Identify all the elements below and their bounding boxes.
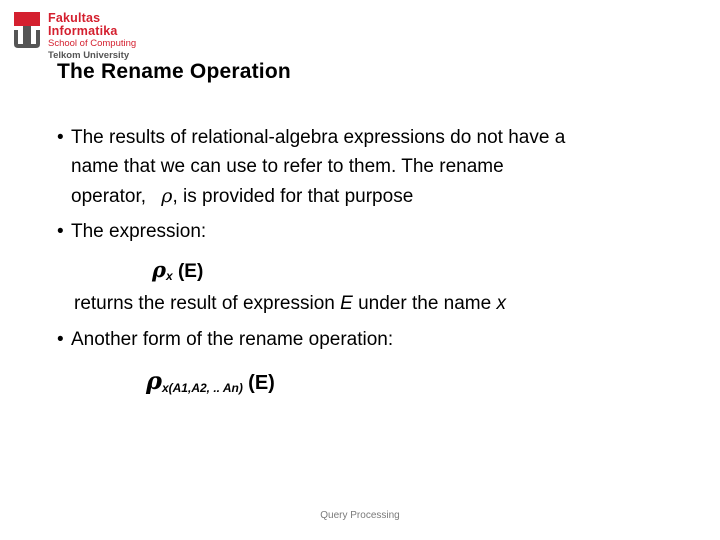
bullet-1-text-3a: operator, <box>71 186 146 207</box>
expr2-argument: (E) <box>248 372 275 394</box>
expr2-subscript: x(A1,A2, .. An) <box>161 381 243 395</box>
logo-faculty-name: Fakultas Informatika <box>48 11 118 38</box>
bullet-1-text-2: name that we can use to refer to them. The rename <box>71 156 504 177</box>
bullet-3 <box>57 329 393 352</box>
rename-expression-2 <box>146 367 275 396</box>
bullet-glyph: • <box>57 221 64 242</box>
returns-line <box>74 293 506 316</box>
rho-symbol-inline: ρ <box>161 185 173 207</box>
returns-E: E <box>340 293 353 314</box>
rho-symbol: ρ <box>152 257 166 282</box>
bullet-glyph: • <box>57 127 64 148</box>
slide-title: The Rename Operation <box>57 60 291 83</box>
bullet-1-line-2 <box>71 156 504 179</box>
bullet-glyph: • <box>57 329 64 350</box>
bullet-3-text: Another form of the rename operation: <box>71 329 394 350</box>
logo-school-name: School of Computing <box>48 38 137 49</box>
bullet-1-text-3b: , is provided for that purpose <box>172 186 414 207</box>
rho-symbol: ρ <box>146 366 162 395</box>
bullet-1-line-3 <box>71 185 413 209</box>
bullet-2-text: The expression: <box>71 221 207 242</box>
returns-text-2: under the name <box>352 293 497 314</box>
bullet-1-line-1 <box>57 127 565 150</box>
bullet-1-text-1: The results of relational-algebra expressions do not have a <box>71 127 566 148</box>
slide-footer: Query Processing <box>320 510 400 521</box>
returns-x: x <box>496 293 506 314</box>
rename-expression-1 <box>152 257 203 284</box>
expr1-argument: (E) <box>177 261 204 282</box>
logo-university-name: Telkom University <box>48 49 130 61</box>
returns-text-1: returns the result of expression <box>74 293 341 314</box>
expr1-subscript: x <box>165 269 173 283</box>
bullet-2 <box>57 221 206 244</box>
